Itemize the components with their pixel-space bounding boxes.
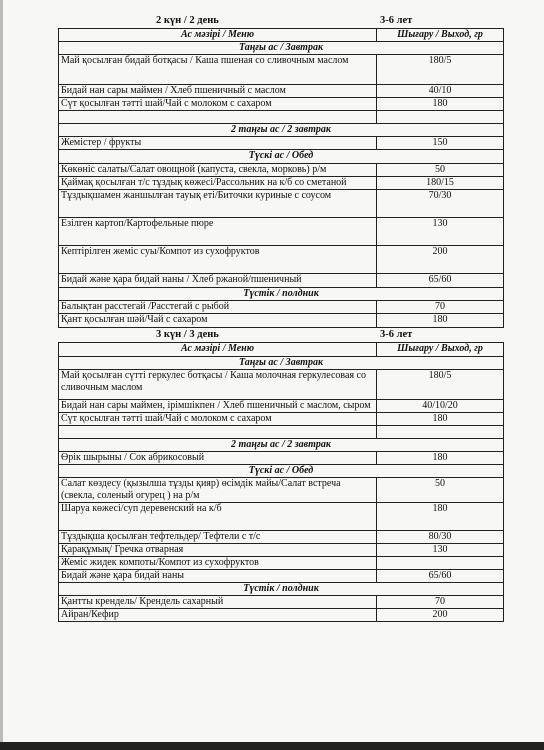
dish-name: Көкөніс салаты/Салат овощной (капуста, свекла, морковь) р/м <box>59 164 377 177</box>
table-row <box>59 98 504 111</box>
dish-name: Айран/Кефир <box>59 609 377 622</box>
table-row <box>59 531 504 544</box>
dish-name: Тұздықшамен жаншылған тауық еті/Биточки куриные с соусом <box>59 190 377 218</box>
dish-output: 65/60 <box>377 274 504 288</box>
table-row <box>59 370 504 400</box>
dish-output: 180/5 <box>377 55 504 85</box>
section-title-row <box>59 357 504 370</box>
table-row <box>59 544 504 557</box>
dish-output <box>377 557 504 570</box>
table-row <box>59 85 504 98</box>
menu-sheet <box>58 14 503 622</box>
dish-name: Сүт қосылған тәтті шай/Чай с молоком с сахаром <box>59 413 377 426</box>
dish-name: Жеміс жидек компоты/Компот из сухофруктов <box>59 557 377 570</box>
dish-name: Балықтан расстегай /Расстегай с рыбой <box>59 301 377 314</box>
dish-name: Бидай нан сары маймен, ірімшікпен / Хлеб пшеничный с маслом, сыром <box>59 400 377 413</box>
column-header-menu: Ас мәзірі / Меню <box>59 343 377 357</box>
dish-name: Қаймақ қосылған т/с тұздық көжесі/Рассольник на к/б со сметаной <box>59 177 377 190</box>
dish-name: Қантты крендель/ Крендель сахарный <box>59 596 377 609</box>
table-row <box>59 301 504 314</box>
menu-table-day-3 <box>58 342 504 622</box>
section-title-row <box>59 439 504 452</box>
table-row <box>59 609 504 622</box>
dish-name: Май қосылған бидай ботқасы / Каша пшеная со сливочным маслом <box>59 55 377 85</box>
section-title-row <box>59 583 504 596</box>
section-title: Түстік / полдник <box>59 288 504 301</box>
table-row <box>59 164 504 177</box>
table-row <box>59 452 504 465</box>
table-header-row <box>59 29 504 42</box>
dish-output: 50 <box>377 164 504 177</box>
blank-row <box>59 426 504 439</box>
dish-name: Бидай және қара бидай наны <box>59 570 377 583</box>
dish-name: Қант қосылған шәй/Чай с сахаром <box>59 314 377 328</box>
table-row <box>59 137 504 150</box>
table-row <box>59 413 504 426</box>
section-title-row <box>59 288 504 301</box>
age-label: 3-6 лет <box>380 329 413 340</box>
day-heading-2 <box>58 14 503 28</box>
day-label: 2 күн / 2 день <box>156 15 219 26</box>
table-row <box>59 400 504 413</box>
table-row <box>59 177 504 190</box>
dish-name: Шаруа көжесі/суп деревенский на к/б <box>59 503 377 531</box>
section-title: 2 таңғы ас / 2 завтрак <box>59 124 504 137</box>
section-title: Түскі ас / Обед <box>59 150 504 164</box>
blank-cell <box>59 111 377 124</box>
dish-output: 80/30 <box>377 531 504 544</box>
dish-name: Жемістер / фрукты <box>59 137 377 150</box>
table-row <box>59 274 504 288</box>
section-title: Таңғы ас / Завтрак <box>59 42 504 55</box>
table-row <box>59 596 504 609</box>
dish-output: 180 <box>377 314 504 328</box>
table-row <box>59 570 504 583</box>
table-header-row <box>59 343 504 357</box>
dish-name: Май қосылған сүтті геркулес ботқасы / Каша молочная геркулесовая со сливочным маслом <box>59 370 377 400</box>
table-row <box>59 246 504 274</box>
section-title: Таңғы ас / Завтрак <box>59 357 504 370</box>
dish-output: 130 <box>377 218 504 246</box>
dish-output: 180/15 <box>377 177 504 190</box>
section-title: 2 таңғы ас / 2 завтрак <box>59 439 504 452</box>
blank-cell <box>377 426 504 439</box>
table-row <box>59 503 504 531</box>
dish-name: Салат көздесу (қызылша тұзды қияр) өсімдік майы/Салат встреча (свекла, соленый огурец ) на р/м <box>59 478 377 503</box>
column-header-output: Шығару / Выход, гр <box>377 343 504 357</box>
age-label: 3-6 лет <box>380 15 413 26</box>
dish-output: 180 <box>377 452 504 465</box>
dish-name: Бидай нан сары маймен / Хлеб пшеничный с маслом <box>59 85 377 98</box>
dish-name: Езілген картоп/Картофельные пюре <box>59 218 377 246</box>
section-title: Түстік / полдник <box>59 583 504 596</box>
dish-output: 200 <box>377 609 504 622</box>
dish-output: 130 <box>377 544 504 557</box>
section-title-row <box>59 124 504 137</box>
dish-output: 180 <box>377 413 504 426</box>
section-title: Түскі ас / Обед <box>59 465 504 478</box>
table-row <box>59 218 504 246</box>
blank-cell <box>59 426 377 439</box>
table-row <box>59 190 504 218</box>
table-row <box>59 557 504 570</box>
dish-output: 200 <box>377 246 504 274</box>
menu-table-day-2 <box>58 28 504 328</box>
dish-output: 70/30 <box>377 190 504 218</box>
dish-output: 150 <box>377 137 504 150</box>
section-title-row <box>59 465 504 478</box>
dish-output: 180 <box>377 503 504 531</box>
dish-output: 70 <box>377 596 504 609</box>
dish-output: 180/5 <box>377 370 504 400</box>
dish-name: Бидай және қара бидай наны / Хлеб ржаной/пшеничный <box>59 274 377 288</box>
dish-output: 40/10 <box>377 85 504 98</box>
dish-name: Қарақұмық/ Гречка отварная <box>59 544 377 557</box>
dish-name: Кептірілген жеміс суы/Компот из сухофруктов <box>59 246 377 274</box>
table-row <box>59 55 504 85</box>
dish-output: 50 <box>377 478 504 503</box>
dish-output: 65/60 <box>377 570 504 583</box>
day-heading-3 <box>58 328 503 342</box>
blank-cell <box>377 111 504 124</box>
dish-name: Тұздықша қосылған тефтельдер/ Тефтели с т/с <box>59 531 377 544</box>
dish-output: 180 <box>377 98 504 111</box>
dish-output: 70 <box>377 301 504 314</box>
section-title-row <box>59 150 504 164</box>
scan-edge-shadow <box>0 0 3 750</box>
dish-name: Сүт қосылған тәтті шай/Чай с молоком с сахаром <box>59 98 377 111</box>
table-row <box>59 314 504 328</box>
table-row <box>59 478 504 503</box>
column-header-output: Шығару / Выход, гр <box>377 29 504 42</box>
scan-bottom-border <box>0 742 544 750</box>
dish-name: Өрік шырыны / Сок абрикосовый <box>59 452 377 465</box>
blank-row <box>59 111 504 124</box>
day-label: 3 күн / 3 день <box>156 329 219 340</box>
column-header-menu: Ас мәзірі / Меню <box>59 29 377 42</box>
section-title-row <box>59 42 504 55</box>
dish-output: 40/10/20 <box>377 400 504 413</box>
